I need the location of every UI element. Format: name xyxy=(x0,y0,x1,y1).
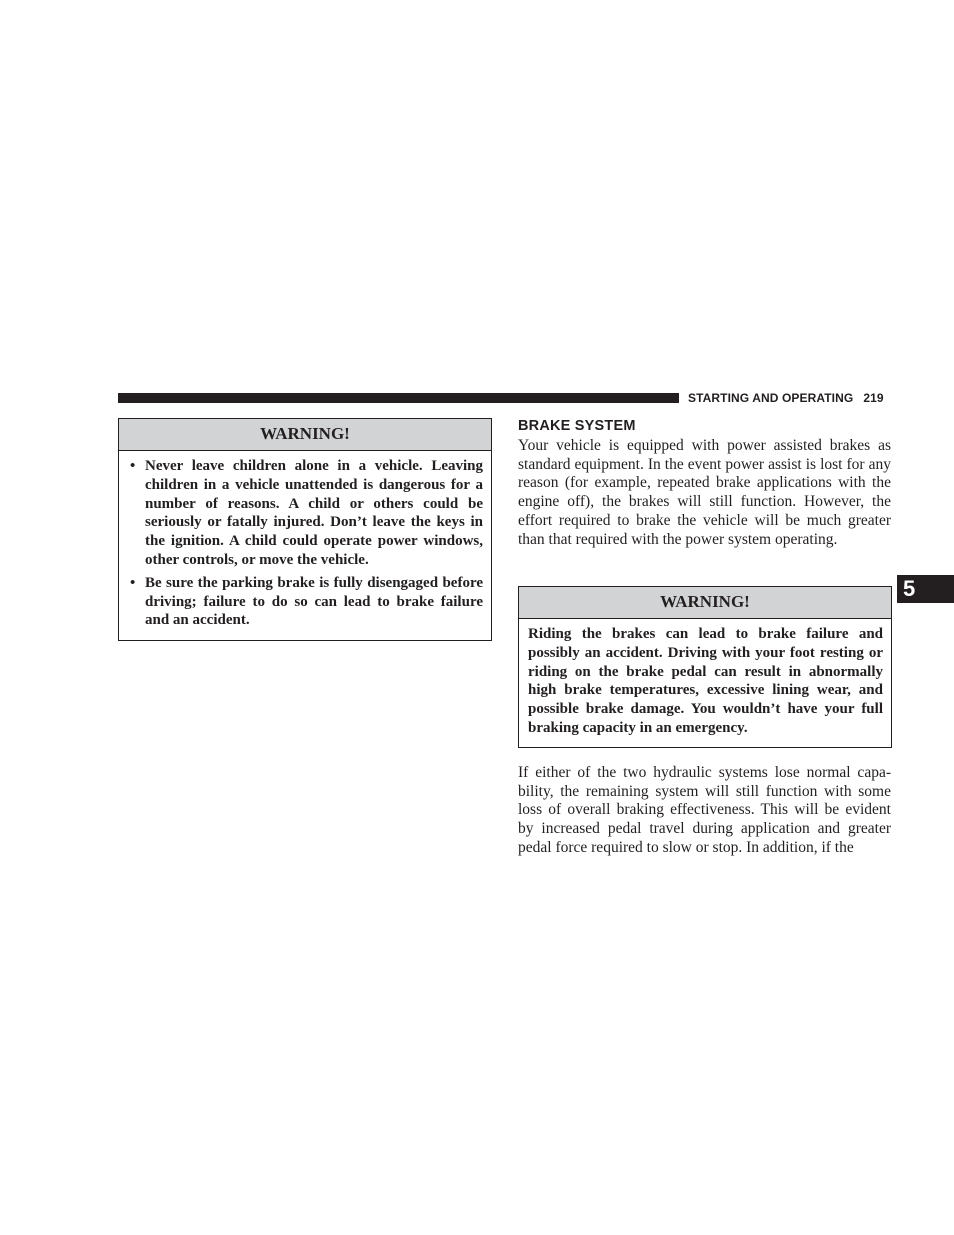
brake-system-intro: Your vehicle is equipped with power assisted brakes as standard equipment. In the event power assist is lost for any reason (for example, repeated brake applications with the engine off), the brakes will still function. However, the effort required to brake the vehicle will be much greater than that required with the power system operating. xyxy=(518,437,891,548)
warning-box-children xyxy=(118,418,492,641)
warning-title: WARNING! xyxy=(119,419,491,451)
running-header xyxy=(688,391,884,405)
chapter-tab: 5 xyxy=(897,575,954,603)
hydraulic-system-paragraph: If either of the two hydraulic systems lose normal capability, the remaining system will still function with some loss of overall braking effectiveness. This will be evident by increased pedal travel during application and greater pedal force required to slow or stop. In addition, if the xyxy=(518,764,891,856)
section-name: STARTING AND OPERATING xyxy=(688,391,854,405)
warning-box-brakes xyxy=(518,586,892,748)
page-number: 219 xyxy=(863,391,884,405)
warning-bullet-list xyxy=(128,457,483,630)
warning-bullet: • Be sure the parking brake is fully disengaged before driving; failure to do so can lead to brake failure and an accident. xyxy=(128,574,483,630)
warning-title: WARNING! xyxy=(519,587,891,619)
warning-body: Riding the brakes can lead to brake failure and possibly an accident. Driving with your foot resting or riding on the brake pedal can result in abnormally high brake temperatures, excessive lining wear, and possible brake damage. You wouldn’t have your full braking capacity in an emergency. xyxy=(528,626,883,736)
warning-body xyxy=(119,451,491,642)
warning-bullet: • Never leave children alone in a vehicle. Leaving children in a vehicle unattended is dangerous for a number of reasons. A child or others could be seriously or fatally injured. Don’t leave the keys in the ignition. A child could operate power windows, other controls, or move the vehicle. xyxy=(128,457,483,570)
section-title: BRAKE SYSTEM xyxy=(518,418,636,434)
header-rule xyxy=(118,393,679,403)
